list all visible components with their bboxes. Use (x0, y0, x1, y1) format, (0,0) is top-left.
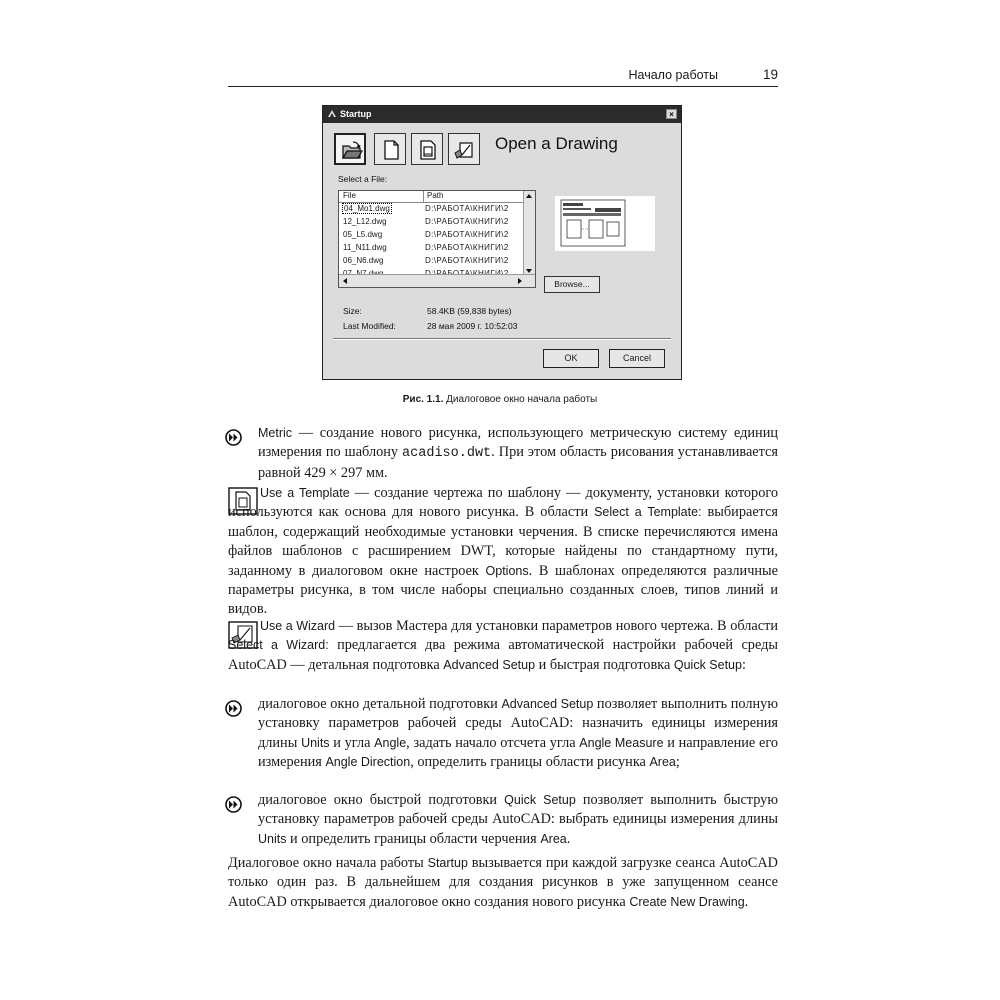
file-name: 11_N11.dwg (343, 243, 387, 252)
select-file-label: Select a File: (338, 174, 388, 184)
double-arrow-bullet-icon (225, 429, 242, 446)
file-row[interactable] (339, 229, 525, 242)
ui-quick-setup: Quick Setup (673, 657, 742, 672)
ui-angle-measure: Angle Measure (579, 735, 664, 750)
file-row[interactable] (339, 255, 525, 268)
adv-text-2: позволяет выполнить полную установку параметров рабочей среды AutoCAD: назначить единицы измерения длины (258, 696, 778, 751)
use-template-paragraph (228, 484, 778, 620)
file-row[interactable] (339, 242, 525, 255)
browse-button[interactable]: Browse... (544, 276, 600, 293)
wizard-icon (454, 139, 478, 161)
dialog-separator (333, 338, 671, 340)
term-metric: Metric (258, 426, 293, 440)
ui-units: Units (301, 735, 330, 750)
quick-text-4: . (566, 830, 571, 847)
ok-button[interactable]: OK (543, 349, 599, 368)
ui-advanced-setup: Advanced Setup (443, 657, 536, 672)
open-drawing-heading: Open a Drawing (495, 134, 618, 153)
template-text-3: . В шаблонах определяются различные параметры рисунка, в том числе наборы специально созданных слоев, типов линий и видов. (228, 562, 779, 618)
file-row[interactable] (339, 203, 525, 216)
metric-paragraph (258, 424, 778, 483)
file-name: 06_N6.dwg (343, 256, 384, 265)
file-path: D:\РАБОТА\КНИГИ\2 (425, 243, 509, 252)
adv-text-4: , задать начало отсчета угла (406, 734, 580, 751)
double-arrow-bullet-icon (225, 796, 242, 813)
open-drawing-tab[interactable] (334, 133, 366, 165)
figure-caption (0, 394, 1000, 405)
quick-setup-bullet (258, 791, 778, 849)
metric-text-1: — создание нового рисунка, использующего метрическую систему единиц измерения по шаблону (258, 425, 778, 461)
drawing-preview (555, 196, 655, 251)
ui-select-template: Select a Template: (594, 505, 702, 520)
ui-angle-direction: Angle Direction (325, 755, 411, 770)
figure-number: Рис. 1.1. (402, 394, 444, 405)
startup-closing-paragraph (228, 854, 778, 912)
wizard-text-2: предлагается два режима автоматической настройки рабочей среды AutoCAD — детальная подготовка (228, 637, 778, 673)
wizard-text-3: и быстрая подготовка (535, 656, 674, 673)
file-path: D:\РАБОТА\КНИГИ\2 (425, 256, 509, 265)
section-title: Начало работы (628, 68, 718, 82)
metric-text-2: . При этом область рисования устанавливается равной 429 × 297 мм. (258, 444, 778, 481)
ui-select-wizard: Select a Wizard: (228, 638, 329, 653)
file-name: 04_Mo1.dwg (344, 204, 390, 213)
use-wizard-tab[interactable] (448, 133, 480, 165)
use-wizard-paragraph (228, 617, 778, 675)
file-path: D:\РАБОТА\КНИГИ\2 (425, 217, 509, 226)
use-template-tab[interactable] (411, 133, 443, 165)
column-header-file[interactable]: File (343, 191, 356, 200)
adv-text-7: ; (675, 754, 680, 771)
term-use-wizard: Use a Wizard (260, 619, 336, 633)
startup-dialog (322, 105, 682, 380)
adv-text-5: и направление его измерения (258, 734, 779, 771)
blank-document-icon (380, 139, 402, 161)
closing-text-1: Диалоговое окно начала работы (228, 855, 428, 871)
adv-text-3: и угла (329, 734, 375, 751)
figure-caption-text: Диалоговое окно начала работы (443, 394, 598, 405)
size-label: Size: (343, 306, 362, 316)
quick-text-3: и определить границы области черчения (286, 830, 541, 847)
wizard-text-4: : (741, 656, 746, 673)
file-row[interactable] (339, 216, 525, 229)
column-header-path[interactable]: Path (423, 191, 443, 202)
ui-area: Area (540, 831, 567, 846)
horizontal-scrollbar[interactable] (339, 274, 536, 287)
closing-text-3: . (744, 893, 749, 910)
start-from-scratch-tab[interactable] (374, 133, 406, 165)
adv-text-6: , определить границы области рисунка (410, 754, 650, 771)
ui-create-new-drawing: Create New Drawing (629, 894, 745, 909)
scroll-left-arrow-icon[interactable] (340, 276, 350, 286)
ui-startup: Startup (427, 856, 468, 870)
wizard-text-1: — вызов Мастера для установки параметров нового чертежа. В области (335, 618, 778, 634)
ui-options: Options (485, 563, 529, 578)
scroll-up-arrow-icon[interactable] (524, 191, 534, 201)
ui-quick-setup: Quick Setup (504, 793, 576, 807)
cancel-button[interactable]: Cancel (609, 349, 665, 368)
autocad-app-icon (327, 109, 337, 119)
quick-text-1: диалоговое окно быстрой подготовки (258, 792, 505, 808)
file-list-header (339, 191, 525, 203)
file-path: D:\РАБОТА\КНИГИ\2 (425, 204, 509, 213)
advanced-setup-bullet (258, 695, 778, 773)
close-button[interactable]: × (666, 109, 677, 119)
last-modified-label: Last Modified: (343, 321, 396, 331)
dialog-titlebar (323, 106, 681, 123)
adv-text-1: диалоговое окно детальной подготовки (258, 696, 502, 712)
vertical-scrollbar[interactable] (523, 191, 535, 276)
closing-text-2: вызывается при каждой загрузке сеанса AutoCAD только один раз. В дальнейшем для создания рисунков в уже запущенном сеансе AutoCAD открывается диалоговое окно создания нового рисунка (228, 855, 778, 910)
double-arrow-bullet-icon (225, 700, 242, 717)
open-folder-icon (341, 140, 363, 162)
ui-advanced-setup: Advanced Setup (501, 697, 594, 711)
file-path: D:\РАБОТА\КНИГИ\2 (425, 230, 509, 239)
running-header (228, 66, 778, 87)
term-use-template: Use a Template (260, 486, 350, 500)
ui-units: Units (258, 831, 287, 846)
template-filename: acadiso.dwt (402, 446, 492, 462)
last-modified-value: 28 мая 2009 г. 10:52:03 (427, 321, 518, 331)
ui-area: Area (649, 755, 676, 770)
dialog-title: Startup (340, 109, 372, 119)
template-text-2: выбирается шаблон, содержащий необходимые установки черчения. В списке перечисляются имена файлов шаблонов с расширением DWT, которые найдены по стандартному пути, заданному в диалоговом окне настроек (228, 504, 779, 579)
quick-text-2: позволяет выполнить быструю установку параметров рабочей среды AutoCAD: выбрать единицы измерения длины (258, 792, 779, 828)
ui-angle: Angle (374, 735, 407, 750)
template-text-1: — создание чертежа по шаблону — документу, установки которого используются как основа для нового рисунка. В области (228, 485, 779, 521)
size-value: 58.4KB (59,838 bytes) (427, 306, 512, 316)
file-name: 12_L12.dwg (343, 217, 387, 226)
page-number: 19 (762, 67, 778, 82)
file-name: 05_L5.dwg (343, 230, 383, 239)
template-document-icon (417, 139, 439, 161)
scroll-right-arrow-icon[interactable] (515, 276, 525, 286)
file-list[interactable] (338, 190, 536, 288)
